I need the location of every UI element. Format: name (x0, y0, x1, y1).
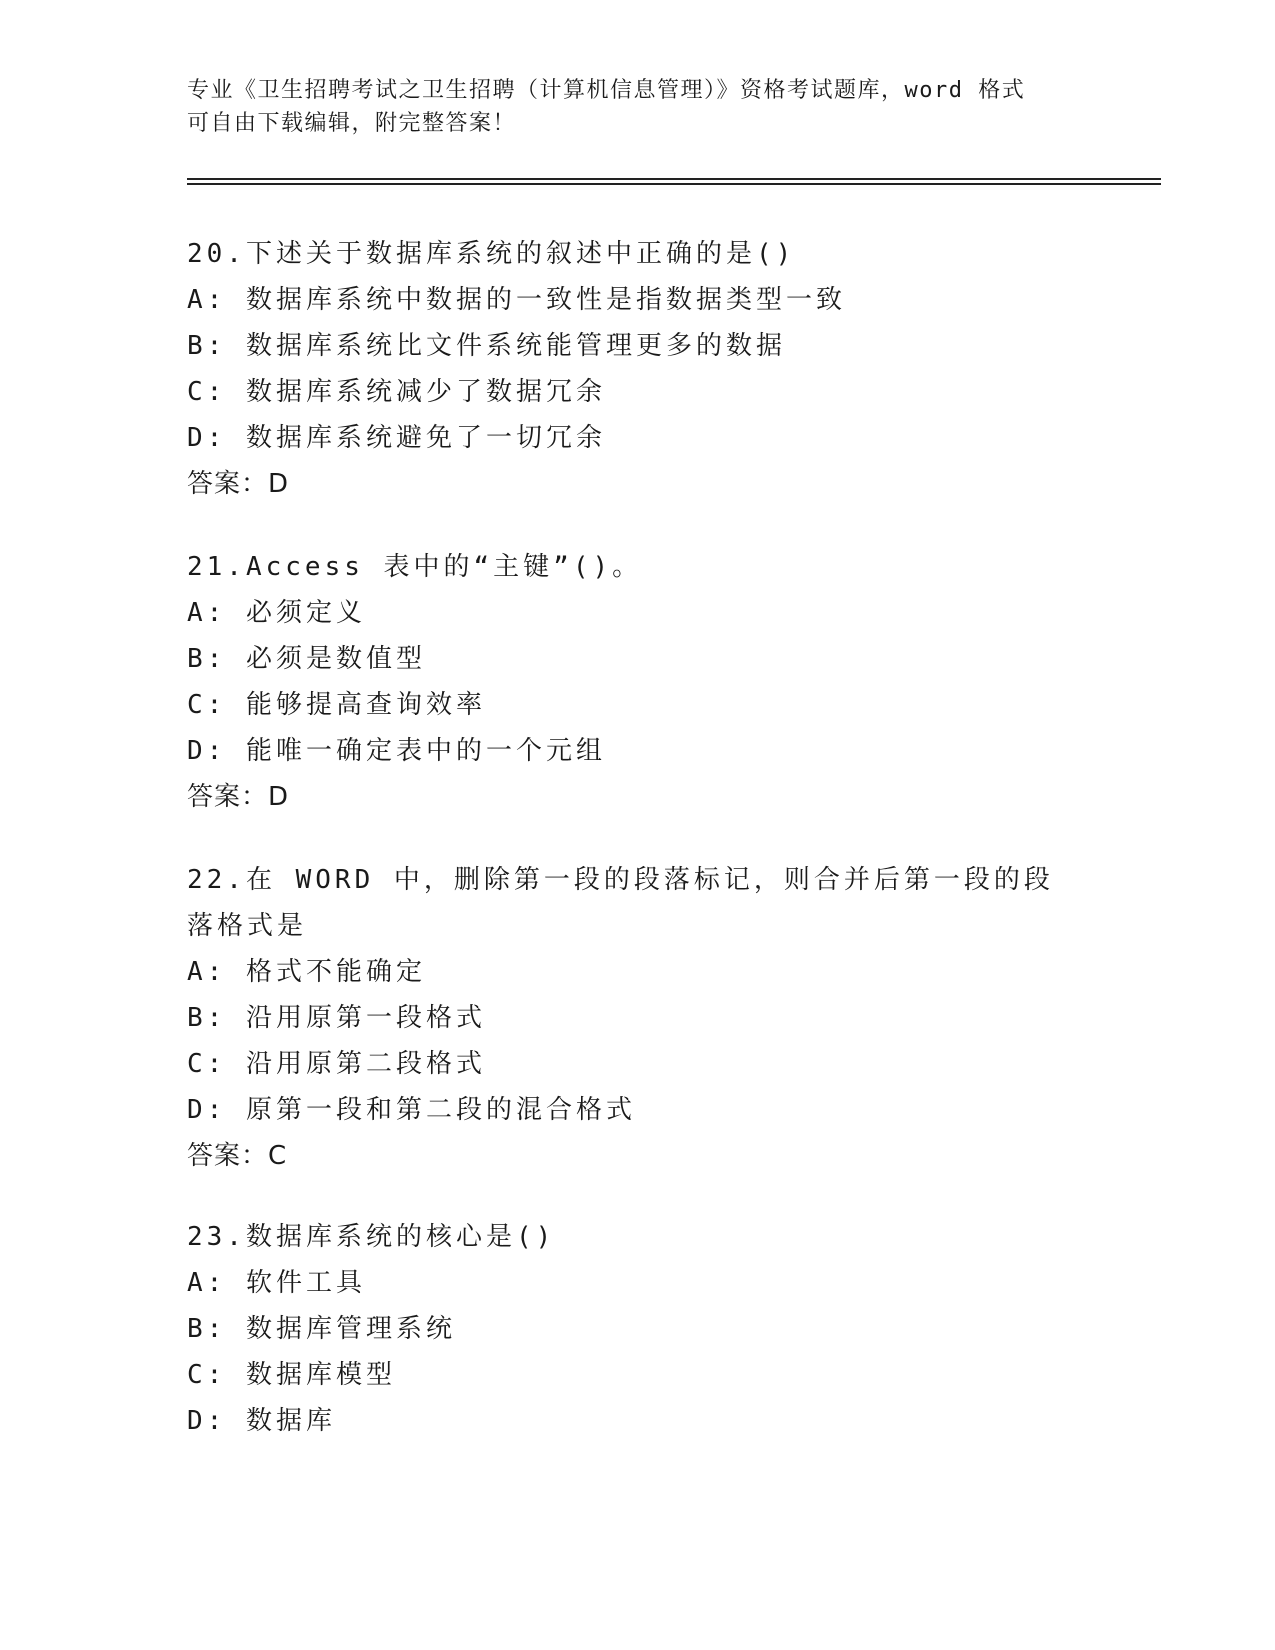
option-c: C: 能够提高查询效率 (187, 690, 486, 720)
question-stem: 22.在 WORD 中，删除第一段的段落标记，则合并后第一段的段落格式是 (187, 865, 1054, 941)
option-a: A: 数据库系统中数据的一致性是指数据类型一致 (187, 285, 846, 315)
document-header (187, 74, 1087, 140)
option-a: A: 格式不能确定 (187, 957, 426, 987)
header-divider-top (187, 178, 1161, 180)
header-line-1: 专业《卫生招聘考试之卫生招聘（计算机信息管理）》资格考试题库，word 格式 (187, 78, 1026, 103)
question-20 (187, 231, 1107, 507)
option-b: B: 数据库系统比文件系统能管理更多的数据 (187, 331, 786, 361)
answer: 答案：D (187, 469, 290, 499)
option-d: D: 数据库 (187, 1406, 336, 1436)
answer: 答案：C (187, 1141, 288, 1171)
question-stem: 21.Access 表中的“主键”()。 (187, 552, 643, 582)
question-21 (187, 544, 1107, 820)
option-c: C: 数据库模型 (187, 1360, 396, 1390)
option-b: B: 必须是数值型 (187, 644, 426, 674)
option-a: A: 软件工具 (187, 1268, 366, 1298)
option-d: D: 原第一段和第二段的混合格式 (187, 1095, 636, 1125)
header-divider-bottom (187, 183, 1161, 185)
option-c: C: 数据库系统减少了数据冗余 (187, 377, 606, 407)
option-c: C: 沿用原第二段格式 (187, 1049, 486, 1079)
question-22 (187, 857, 1107, 1179)
question-stem: 23.数据库系统的核心是() (187, 1222, 556, 1252)
option-d: D: 能唯一确定表中的一个元组 (187, 736, 606, 766)
option-b: B: 沿用原第一段格式 (187, 1003, 486, 1033)
option-d: D: 数据库系统避免了一切冗余 (187, 423, 606, 453)
question-stem: 20.下述关于数据库系统的叙述中正确的是() (187, 239, 796, 269)
question-23 (187, 1214, 1107, 1444)
option-b: B: 数据库管理系统 (187, 1314, 456, 1344)
answer: 答案：D (187, 782, 290, 812)
header-line-2: 可自由下载编辑，附完整答案！ (187, 111, 517, 136)
option-a: A: 必须定义 (187, 598, 366, 628)
